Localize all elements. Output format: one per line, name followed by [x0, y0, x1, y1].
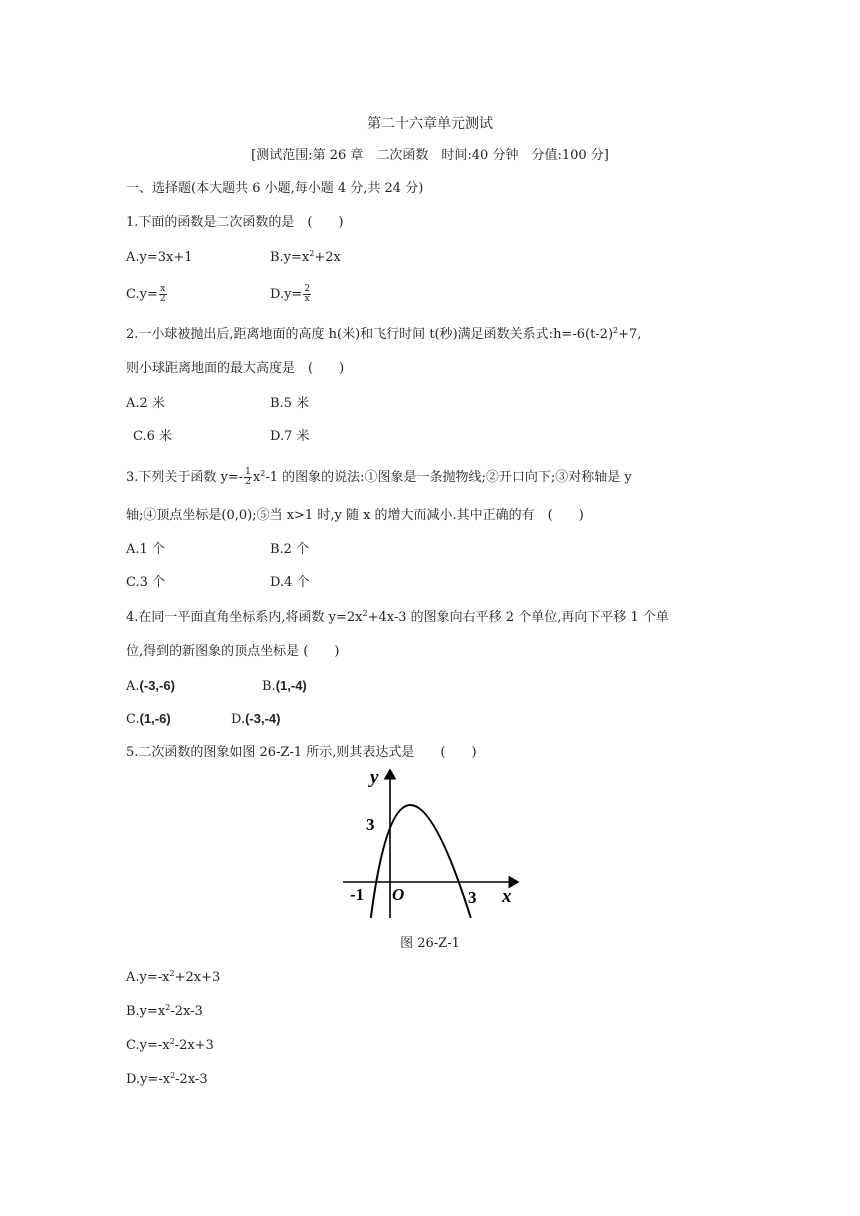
q4-option-a: A.(-3,-6) — [126, 678, 175, 694]
q5-option-d: $D.y=-x^2-2x-3$ — [126, 1071, 208, 1087]
q3-option-a: A.1 个 — [126, 542, 165, 557]
question-3-line-1: 3.下列关于函数 y=- $\frac{1}{2}$ $x^2-1$ 的图象的说法:①图象是一条抛物线;②开口向下;③对称轴是 y — [126, 467, 632, 487]
y-intercept-label: 3 — [366, 815, 375, 834]
q1-option-c: C.y= $\frac{x}{2}$ — [126, 284, 166, 304]
q1-option-b: $B.y=x^2+2x$ — [270, 249, 341, 265]
x-root-positive-label: 3 — [468, 888, 477, 907]
q3-option-c: C.3 个 — [126, 575, 166, 590]
q2-option-a: A.2 米 — [126, 396, 165, 411]
question-2-line-2: 则小球距离地面的最大高度是 ( ) — [126, 361, 345, 376]
q1-option-a: A.y=3x+1 — [126, 250, 193, 265]
q5-option-c: $C.y=-x^2-2x+3$ — [126, 1037, 214, 1053]
question-5-stem: 5.二次函数的图象如图 26-Z-1 所示,则其表达式是 ( ) — [126, 745, 477, 760]
test-scope-subtitle: [测试范围:第 26 章 二次函数 时间:40 分钟 分值:100 分] — [251, 148, 609, 163]
q3-option-b: B.2 个 — [270, 542, 310, 557]
origin-label: O — [392, 885, 405, 904]
question-4-line-1: 4.在同一平面直角坐标系内,将函数 $y=2x^2+4x-3$ 的图象向右平移 2 个单位,再向下平移 1 个单 — [126, 609, 669, 625]
figure-caption: 图 26-Z-1 — [400, 936, 460, 951]
q5-option-b: $B.y=x^2-2x-3$ — [126, 1003, 203, 1019]
q5-option-a: $A.y=-x^2+2x+3$ — [126, 969, 221, 985]
section-heading: 一、选择题(本大题共 6 小题,每小题 4 分,共 24 分) — [126, 181, 424, 196]
question-3-line-2: 轴;④顶点坐标是(0,0);⑤当 x>1 时,y 随 x 的增大而减小.其中正确的有 ( ) — [126, 508, 584, 523]
question-1-stem: 1.下面的函数是二次函数的是 ( ) — [126, 215, 344, 230]
fraction: $\frac{2}{x}$ — [304, 284, 311, 304]
q4-option-c: C.(1,-6) — [126, 711, 171, 727]
y-axis-label: y — [370, 767, 379, 788]
q1-option-d: D.y= $\frac{2}{x}$ — [270, 284, 311, 304]
fraction: $\frac{1}{2}$ — [245, 467, 251, 487]
q4-option-d: D.(-3,-4) — [231, 711, 281, 727]
q2-option-d: D.7 米 — [270, 429, 310, 444]
x-root-negative-label: -1 — [350, 885, 365, 904]
q3-option-d: D.4 个 — [270, 575, 310, 590]
question-4-line-2: 位,得到的新图象的顶点坐标是 ( ) — [126, 644, 340, 659]
fraction: $\frac{x}{2}$ — [159, 284, 166, 304]
x-axis-label: x — [502, 886, 512, 907]
parabola-curve — [371, 805, 471, 918]
parabola-figure — [330, 760, 530, 920]
q2-option-b: B.5 米 — [270, 396, 310, 411]
q4-option-b: B.(1,-4) — [262, 678, 307, 694]
page-title: 第二十六章单元测试 — [367, 116, 493, 132]
question-2-line-1: 2.一小球被抛出后,距离地面的高度 h(米)和飞行时间 t(秒)满足函数关系式$:h=-6(t-2)^2+7$, — [126, 326, 642, 342]
q2-option-c: C.6 米 — [133, 429, 173, 444]
